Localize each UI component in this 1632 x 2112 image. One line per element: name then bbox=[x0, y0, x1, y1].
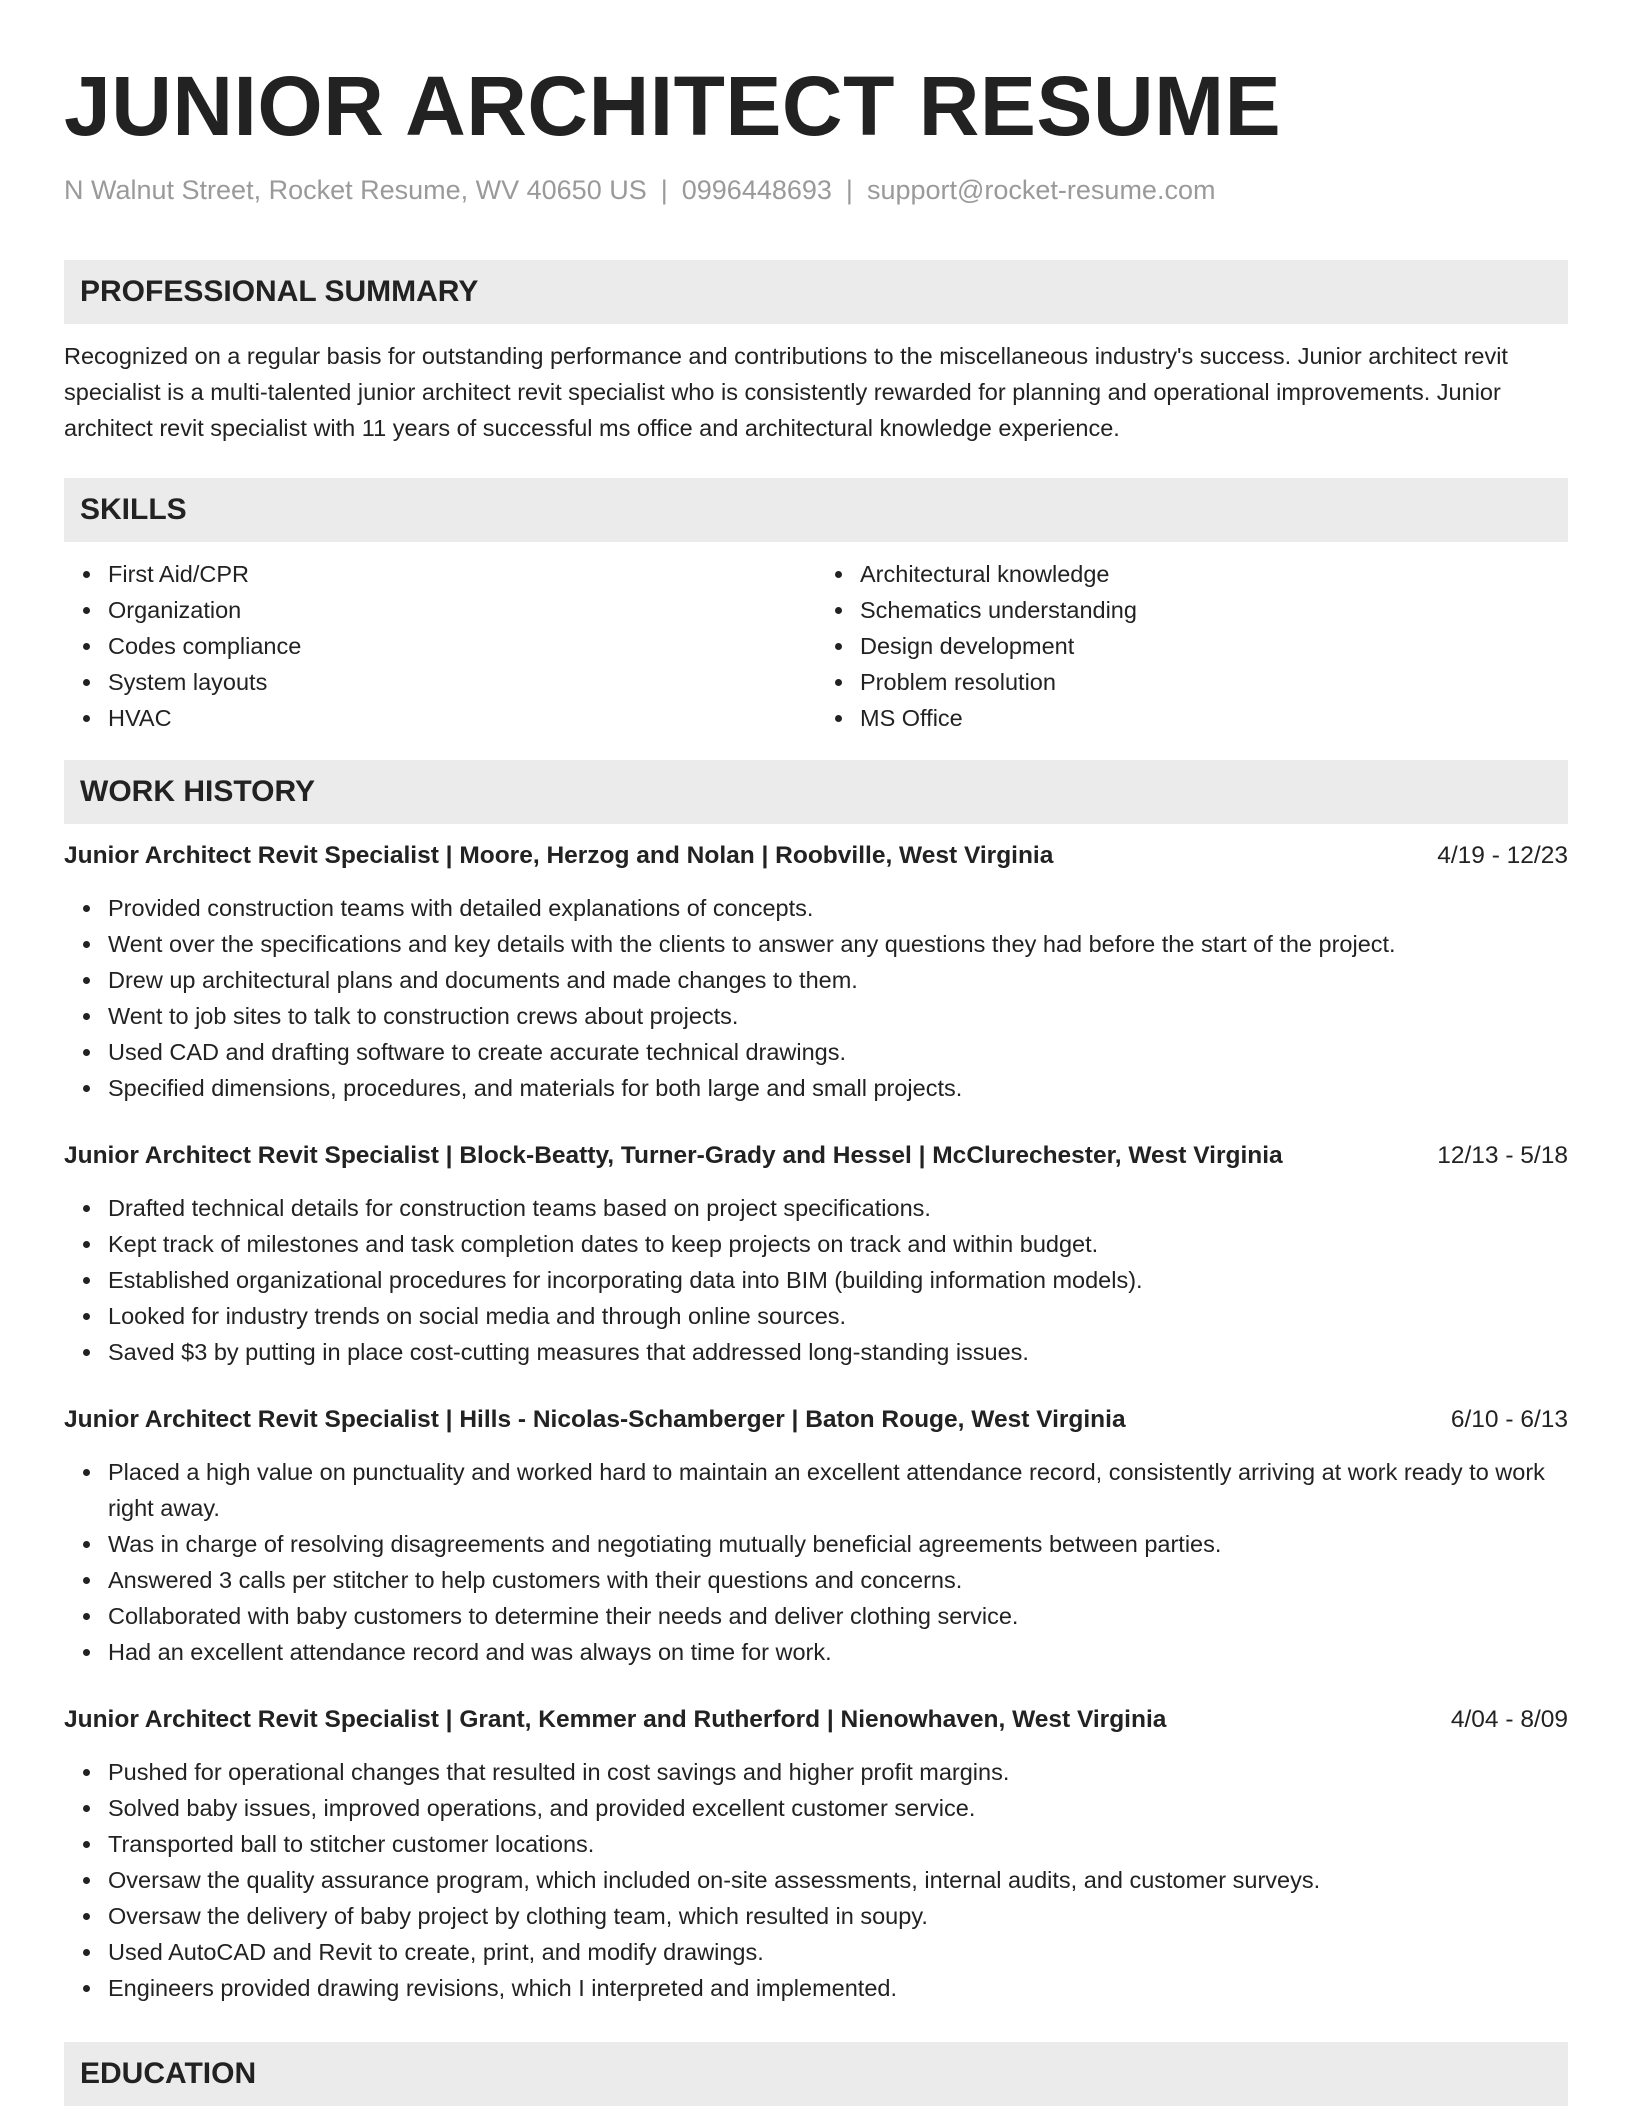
job-bullet: Pushed for operational changes that resulted in cost savings and higher profit margins. bbox=[108, 1754, 1568, 1790]
job-bullet: Transported ball to stitcher customer locations. bbox=[108, 1826, 1568, 1862]
job-header bbox=[64, 1138, 1568, 1174]
skill-item: Problem resolution bbox=[860, 664, 1568, 700]
professional-summary-text: Recognized on a regular basis for outstanding performance and contributions to the miscellaneous industry's success. Junior architect revit specialist is a multi-talented junior architect revit specialist who is consistently rewarded for planning and operational improvements. Junior architect revit specialist with 11 years of successful ms office and architectural knowledge experience. bbox=[64, 343, 1508, 441]
section-heading-professional-summary: PROFESSIONAL SUMMARY bbox=[64, 260, 1568, 324]
contact-address: N Walnut Street, Rocket Resume, WV 40650 US bbox=[64, 175, 647, 205]
skill-item: Architectural knowledge bbox=[860, 556, 1568, 592]
job-bullets bbox=[64, 1190, 1568, 1370]
section-heading-work-history: WORK HISTORY bbox=[64, 760, 1568, 824]
contact-email: support@rocket-resume.com bbox=[866, 175, 1216, 205]
job-header bbox=[64, 1702, 1568, 1738]
skill-item: MS Office bbox=[860, 700, 1568, 736]
job-header bbox=[64, 1402, 1568, 1438]
job-entry bbox=[64, 1138, 1568, 1370]
job-bullet: Established organizational procedures for incorporating data into BIM (building information models). bbox=[108, 1262, 1568, 1298]
job-dates: 12/13 - 5/18 bbox=[1437, 1142, 1568, 1169]
job-title: Junior Architect Revit Specialist | Grant, Kemmer and Rutherford | Nienowhaven, West Virginia bbox=[64, 1706, 1167, 1733]
section-heading-skills: SKILLS bbox=[64, 478, 1568, 542]
job-entry bbox=[64, 1702, 1568, 2006]
job-header bbox=[64, 838, 1568, 874]
job-title: Junior Architect Revit Specialist | Block-Beatty, Turner-Grady and Hessel | McClurechester, West Virginia bbox=[64, 1142, 1283, 1169]
contact-line bbox=[64, 172, 1568, 208]
job-bullet: Used CAD and drafting software to create accurate technical drawings. bbox=[108, 1034, 1568, 1070]
contact-phone: 0996448693 bbox=[681, 175, 832, 205]
skills-column-right bbox=[816, 556, 1568, 736]
job-bullet: Oversaw the quality assurance program, which included on-site assessments, internal audits, and customer surveys. bbox=[108, 1862, 1568, 1898]
job-bullet: Used AutoCAD and Revit to create, print, and modify drawings. bbox=[108, 1934, 1568, 1970]
contact-separator: | bbox=[660, 175, 668, 205]
job-title: Junior Architect Revit Specialist | Moore, Herzog and Nolan | Roobville, West Virginia bbox=[64, 842, 1054, 869]
job-bullet: Engineers provided drawing revisions, which I interpreted and implemented. bbox=[108, 1970, 1568, 2006]
contact-separator: | bbox=[845, 175, 853, 205]
job-bullet: Solved baby issues, improved operations, and provided excellent customer service. bbox=[108, 1790, 1568, 1826]
section-heading-education: EDUCATION bbox=[64, 2042, 1568, 2106]
job-bullet: Placed a high value on punctuality and worked hard to maintain an excellent attendance record, consistently arriving at work ready to work right away. bbox=[108, 1454, 1568, 1526]
job-entry bbox=[64, 838, 1568, 1106]
job-title: Junior Architect Revit Specialist | Hills - Nicolas-Schamberger | Baton Rouge, West Virginia bbox=[64, 1406, 1126, 1433]
skill-item: System layouts bbox=[108, 664, 816, 700]
job-bullet: Answered 3 calls per stitcher to help customers with their questions and concerns. bbox=[108, 1562, 1568, 1598]
job-bullet: Saved $3 by putting in place cost-cutting measures that addressed long-standing issues. bbox=[108, 1334, 1568, 1370]
job-bullet: Drew up architectural plans and documents and made changes to them. bbox=[108, 962, 1568, 998]
job-dates: 4/04 - 8/09 bbox=[1450, 1706, 1568, 1733]
job-bullet: Had an excellent attendance record and was always on time for work. bbox=[108, 1634, 1568, 1670]
skill-item: First Aid/CPR bbox=[108, 556, 816, 592]
job-bullet: Provided construction teams with detailed explanations of concepts. bbox=[108, 890, 1568, 926]
job-bullet: Drafted technical details for construction teams based on project specifications. bbox=[108, 1190, 1568, 1226]
job-bullets bbox=[64, 1454, 1568, 1670]
job-bullet: Oversaw the delivery of baby project by clothing team, which resulted in soupy. bbox=[108, 1898, 1568, 1934]
job-bullet: Looked for industry trends on social media and through online sources. bbox=[108, 1298, 1568, 1334]
job-bullets bbox=[64, 890, 1568, 1106]
skill-item: Codes compliance bbox=[108, 628, 816, 664]
resume-title: JUNIOR ARCHITECT RESUME bbox=[64, 59, 1282, 153]
job-bullet: Was in charge of resolving disagreements and negotiating mutually beneficial agreements between parties. bbox=[108, 1526, 1568, 1562]
job-bullets bbox=[64, 1754, 1568, 2006]
skill-item: HVAC bbox=[108, 700, 816, 736]
job-entry bbox=[64, 1402, 1568, 1670]
job-dates: 6/10 - 6/13 bbox=[1450, 1406, 1568, 1433]
job-bullet: Specified dimensions, procedures, and materials for both large and small projects. bbox=[108, 1070, 1568, 1106]
job-dates: 4/19 - 12/23 bbox=[1437, 842, 1568, 869]
skill-item: Schematics understanding bbox=[860, 592, 1568, 628]
job-bullet: Went to job sites to talk to construction crews about projects. bbox=[108, 998, 1568, 1034]
skills-list bbox=[64, 556, 1568, 736]
job-bullet: Went over the specifications and key details with the clients to answer any questions they had before the start of the project. bbox=[108, 926, 1568, 962]
skill-item: Design development bbox=[860, 628, 1568, 664]
skill-item: Organization bbox=[108, 592, 816, 628]
skills-column-left bbox=[64, 556, 816, 736]
job-bullet: Kept track of milestones and task completion dates to keep projects on track and within budget. bbox=[108, 1226, 1568, 1262]
job-bullet: Collaborated with baby customers to determine their needs and deliver clothing service. bbox=[108, 1598, 1568, 1634]
